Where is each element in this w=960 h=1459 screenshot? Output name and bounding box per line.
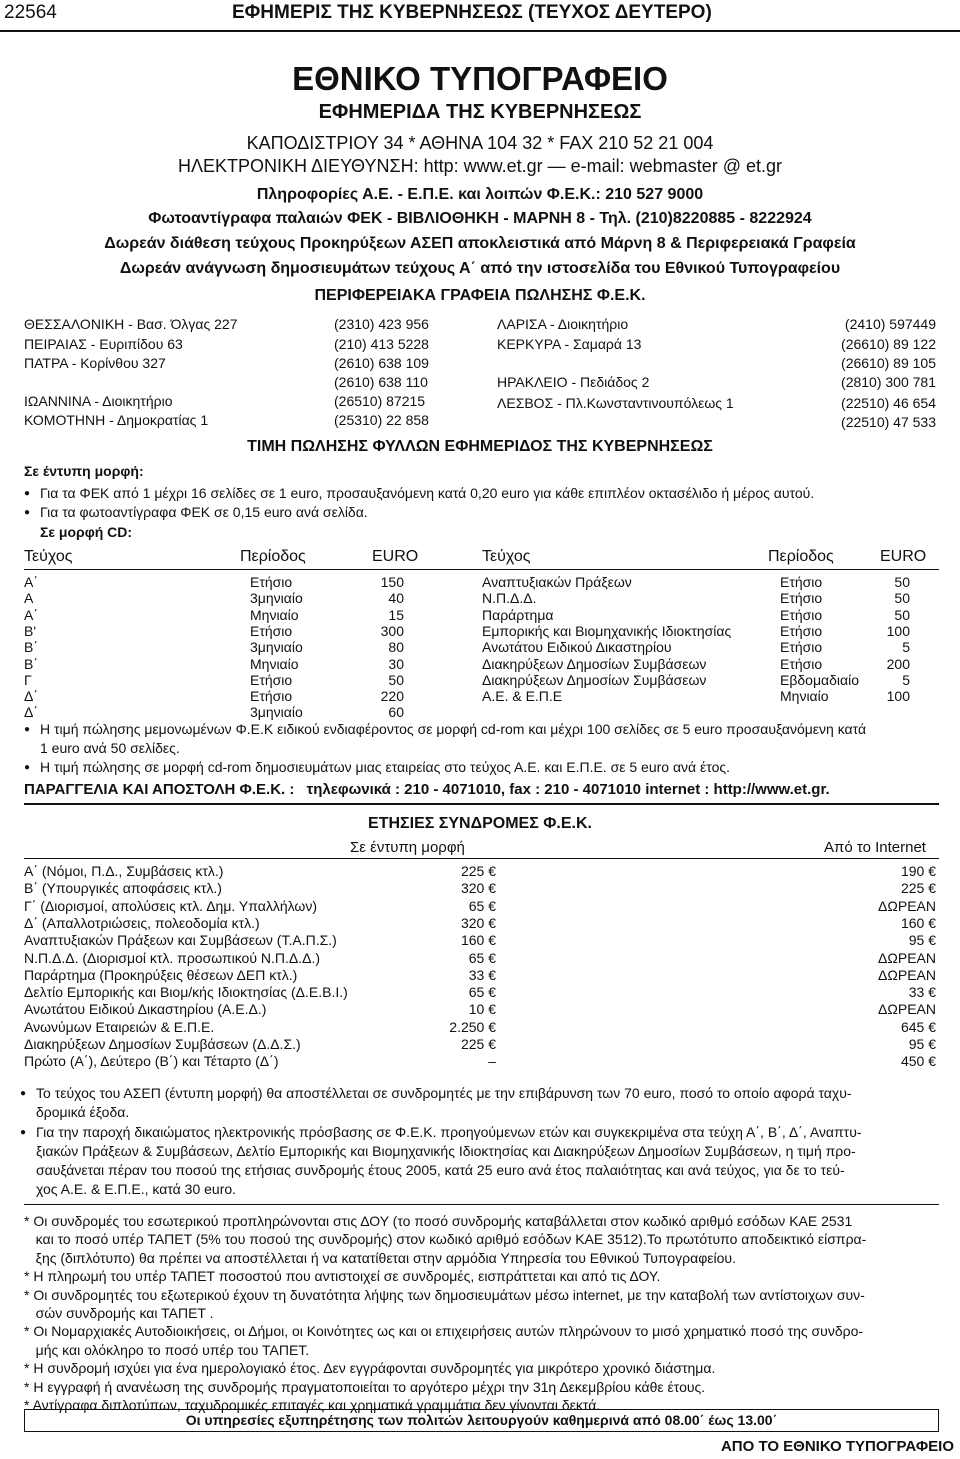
print-bullet-2: ● Για τα φωτοαντίγραφα ΦΕΚ σε 0,15 euro ανά σελίδα.: [40, 504, 368, 520]
office-name: ΛΕΣΒΟΣ: [497, 395, 554, 411]
cd-period: Μηνιαίο: [250, 606, 299, 623]
note-line: μής και ολόκληρο το ποσό υπέρ του ΤΑΠΕΤ.: [24, 1341, 310, 1358]
publisher-name: ΕΘΝΙΚΟ ΤΥΠΟΓΡΑΦΕΙΟ: [292, 60, 668, 97]
subscription-name: Δελτίο Εμπορικής και Βιομ/κής Ιδιοκτησίας (Δ.Ε.Β.Ι.): [24, 984, 348, 1001]
cd-header-issue: Τεύχος: [24, 548, 73, 565]
subscription-internet: 95 €: [908, 932, 936, 949]
cd-period: Ετήσιο: [780, 622, 823, 639]
subscription-internet: 95 €: [908, 1036, 936, 1052]
subscription-internet: 225 €: [900, 880, 936, 897]
cd-label: Σε μορφή CD:: [40, 524, 133, 540]
subscription-internet: 160 €: [900, 914, 936, 931]
cd-euro: 30: [388, 655, 404, 672]
cd-period: Ετήσιο: [780, 655, 823, 672]
note-line: * Οι συνδρομητές του εξωτερικού έχουν τη δυνατότητα λήψης των δημοσιευμάτων μέσω internet, με την καταβολή των αντίστοιχων συν-: [24, 1286, 865, 1303]
subscription-print: 320 €: [460, 914, 496, 931]
subscription-print: 33 €: [468, 966, 496, 983]
subs-header-rule: [24, 858, 939, 859]
subs-bullet-1b: δρομικά έξοδα.: [36, 1104, 130, 1120]
cd-period: 3μηνιαίο: [250, 639, 303, 656]
order-contact: τηλεφωνικά : 210 - 4071010, fax : 210 - 4071010 internet : http://www.et.gr.: [306, 781, 830, 798]
cd-issue: Διακηρύξεων Δημοσίων Συμβάσεων: [482, 655, 707, 672]
hours-notice: Οι υπηρεσίες εξυπηρέτησης των πολιτών λειτουργούν καθημερινά από 08.00΄ έως 13.00΄: [24, 1409, 939, 1432]
cd-issue: Α.Ε. & Ε.Π.Ε: [482, 688, 563, 705]
cd-header-euro: EURO: [372, 548, 419, 565]
cd-euro: 40: [388, 590, 404, 607]
cd-euro: 80: [388, 639, 404, 656]
office-name: ΠΕΙΡΑΙΑΣ: [24, 336, 87, 352]
cd-header-issue-2: Τεύχος: [482, 548, 531, 565]
cd-period: Ετήσιο: [250, 622, 293, 639]
office-left-0: [24, 316, 238, 332]
subscription-internet: ΔΩΡΕΑΝ: [878, 949, 936, 966]
cd-period: Ετήσιο: [780, 606, 823, 623]
office-name: ΙΩΑΝΝΙΝΑ: [24, 393, 91, 409]
subs-bullet-2c: σαυξάνεται πέραν του ποσού της ετήσιας συνδρομής έτους 2005, κατά 25 euro ανά έτος παλαιότητας και ανά τεύχος, για δε το τεύ-: [36, 1162, 845, 1178]
office-address: - Πλ.Κωνσταντινουπόλεως 1: [553, 395, 734, 411]
office-address: - Σαμαρά 13: [560, 336, 642, 352]
subscription-print: 65 €: [468, 949, 496, 966]
header-rule: [0, 30, 960, 32]
cd-issue: Ανωτάτου Ειδικού Δικαστηρίου: [482, 639, 672, 656]
cd-issue: Β΄: [24, 655, 38, 672]
cd-euro: 15: [388, 606, 404, 623]
note-line: * Η συνδρομή ισχύει για ένα ημερολογιακό έτος. Δεν εγγράφονται συνδρομητές για μικρότερο χρονικό διάστημα.: [24, 1360, 716, 1377]
cd-period: Ετήσιο: [250, 671, 293, 688]
cd-issue: Ν.Π.Δ.Δ.: [482, 590, 537, 607]
office-left-1: [24, 336, 183, 352]
cd-issue: Δ΄: [24, 688, 39, 705]
subscription-name: Παράρτημα (Προκηρύξεις θέσεων ΔΕΠ κτλ.): [24, 966, 298, 983]
note-line: * Οι συνδρομές του εσωτερικού προπληρώνονται στις ΔΟΥ (το ποσό συνδρομής καταβάλλεται στον κωδικό αριθμό εσόδων ΚΑΕ 2531: [24, 1213, 853, 1229]
subscription-name: Α΄ (Νόμοι, Π.Δ., Συμβάσεις κτλ.): [24, 863, 224, 879]
note-line: * Οι Νομαρχιακές Αυτοδιοικήσεις, οι Δήμοι, οι Κοινότητες ως και οι επιχειρήσεις αυτών πληρώνουν το μισό χρηματικό ποσό της συνδρο-: [24, 1323, 864, 1340]
office-address: - Διοικητήριο: [546, 316, 629, 332]
office-phone: (2610) 638 110: [334, 374, 428, 390]
office-address: - Δημοκρατίας 1: [105, 412, 209, 428]
office-phone: (2610) 638 109: [334, 355, 429, 371]
cd-euro: 50: [894, 590, 910, 607]
gazette-title: ΕΦΗΜΕΡΙΣ ΤΗΣ ΚΥΒΕΡΝΗΣΕΩΣ (ΤΕΥΧΟΣ ΔΕΥΤΕΡΟ): [232, 2, 712, 23]
free-read-line: Δωρεάν ανάγνωση δημοσιευμάτων τεύχους Α΄ από την ιστοσελίδα του Εθνικού Τυπογραφείου: [119, 260, 841, 277]
note-line: * Η εγγραφή ή ανανέωση της συνδρομής πραγματοποιείται το αργότερο μέχρι την 31η Δεκεμβρίου κάθε έτους.: [24, 1378, 706, 1395]
cd-header-rule: [24, 569, 939, 570]
offices-title: ΠΕΡΙΦΕΡΕΙΑΚΑ ΓΡΑΦΕΙΑ ΠΩΛΗΣΗΣ Φ.Ε.Κ.: [314, 287, 646, 304]
subs-bullet-2a: ● Για την παροχή δικαιώματος ηλεκτρονικής πρόσβασης σε Φ.Ε.Κ. προηγούμενων ετών και συγκεκριμένα στα τεύχη Α΄, Β΄, Δ΄, Αναπτυ-: [36, 1124, 862, 1140]
note-line: ξης (διπλότυπο) θα πρέπει να αποστέλλεται ή να κατατίθεται στην αρμόδια Υπηρεσία του Εθνικού Τυπογραφείου.: [24, 1249, 736, 1266]
cd-euro: 100: [886, 688, 910, 705]
free-asep-line: Δωρεάν διάθεση τεύχους Προκηρύξεων ΑΣΕΠ αποκλειστικά από Μάρνη 8 & Περιφερειακά Γραφεία: [104, 235, 856, 252]
cd-euro: 300: [380, 622, 404, 639]
subscriptions-title: ΕΤΗΣΙΕΣ ΣΥΝΔΡΟΜΕΣ Φ.Ε.Κ.: [368, 815, 592, 832]
print-bullet-1: ● Για τα ΦΕΚ από 1 μέχρι 16 σελίδες σε 1 euro, προσαυξανόμενη κατά 0,20 euro για κάθε επιπλέον οκτασέλιδο ή μέρος αυτού.: [40, 485, 814, 501]
subscription-internet: ΔΩΡΕΑΝ: [878, 897, 936, 914]
subscription-internet: 450 €: [900, 1053, 936, 1070]
cd-header-period-2: Περίοδος: [768, 548, 834, 565]
cd-euro: 150: [380, 574, 404, 590]
col-print: Σε έντυπη μορφή: [350, 839, 465, 856]
cd-period: 3μηνιαίο: [250, 704, 303, 721]
cd-euro: 50: [894, 574, 910, 590]
subscription-internet: 33 €: [908, 984, 936, 1001]
subscription-name: Β΄ (Υπουργικές αποφάσεις κτλ.): [24, 880, 222, 897]
note-line: και το ποσό υπέρ ΤΑΠΕΤ (5% του ποσού της συνδρομής) στον κωδικό αριθμό εσόδων ΚΑΕ 3512).Το πρωτότυπο αποδεικτικό είσπρα-: [24, 1231, 867, 1248]
office-name: ΛΑΡΙΣΑ: [497, 316, 547, 332]
office-name: ΚΕΡΚΥΡΑ: [497, 336, 561, 352]
office-phone: (26610) 89 122: [841, 336, 936, 352]
office-address: - Κορίνθου 327: [67, 355, 166, 371]
office-name: ΗΡΑΚΛΕΙΟ: [497, 374, 568, 390]
cd-euro: 200: [886, 655, 910, 672]
office-right-3: [497, 374, 649, 390]
publisher-web: ΗΛΕΚΤΡΟΝΙΚΗ ΔΙΕΥΘΥΝΣΗ: http: www.et.gr — e-mail: webmaster @ et.gr: [177, 156, 782, 176]
cd-issue: Αναπτυξιακών Πράξεων: [482, 574, 632, 590]
note-line: * Αντίγραφα διπλοτύπων, ταχυδρομικές επιταγές και χρηματικά γραμμάτια δεν γίνονται δεκτά.: [24, 1397, 601, 1413]
publisher-address: ΚΑΠΟΔΙΣΤΡΙΟΥ 34 * ΑΘΗΝΑ 104 32 * FAX 210 52 21 004: [246, 133, 714, 153]
subscription-internet: 190 €: [900, 863, 936, 879]
cd-issue: Β': [24, 622, 37, 639]
office-phone: (2410) 597449: [844, 316, 936, 332]
cd-issue: Δ΄: [24, 704, 39, 721]
info-line: Πληροφορίες Α.Ε. - Ε.Π.Ε. και λοιπών Φ.Ε.Κ.: 210 527 9000: [256, 186, 704, 203]
page-number: 22564: [4, 2, 57, 23]
cd-euro: 50: [894, 606, 910, 623]
note-line: * Η πληρωμή του υπέρ ΤΑΠΕΤ ποσοστού που αντιστοιχεί σε συνδρομές, εισπράττεται και από τις ΔΟΥ.: [24, 1268, 661, 1285]
subscription-name: Αναπτυξιακών Πράξεων και Συμβάσεων (Τ.Α.Π.Σ.): [24, 932, 337, 949]
subscription-name: Ανωνύμων Εταιρειών & Ε.Π.Ε.: [24, 1018, 215, 1035]
footer-signature: ΑΠΟ ΤΟ ΕΘΝΙΚΟ ΤΥΠΟΓΡΑΦΕΙΟ: [720, 1438, 954, 1455]
cd-euro: 60: [388, 704, 404, 721]
cd-issue: Εμπορικής και Βιομηχανικής Ιδιοκτησίας: [482, 622, 732, 639]
publisher-subtitle: ΕΦΗΜΕΡΙΔΑ ΤΗΣ ΚΥΒΕΡΝΗΣΕΩΣ: [318, 101, 642, 123]
office-phone: (2310) 423 956: [334, 316, 429, 332]
cd-period: 3μηνιαίο: [250, 590, 303, 607]
cd-euro: 5: [902, 671, 910, 688]
subscription-internet: ΔΩΡΕΑΝ: [878, 966, 936, 983]
cd-euro: 50: [388, 671, 404, 688]
office-left-4: [24, 393, 172, 409]
note-line: σών συνδρομής και ΤΑΠΕΤ .: [24, 1305, 214, 1321]
office-address: - Διοικητήριο: [90, 393, 173, 409]
subscription-name: Γ΄ (Διορισμοί, απολύσεις κτλ. Δημ. Υπαλλήλων): [24, 897, 317, 914]
subscription-print: 65 €: [468, 897, 496, 914]
office-name: ΘΕΣΣΑΛΟΝΙΚΗ: [24, 316, 125, 332]
office-phone: (25310) 22 858: [334, 412, 429, 428]
subscription-print: –: [488, 1053, 496, 1070]
office-name: ΠΑΤΡΑ: [24, 355, 68, 371]
cd-issue: Α΄: [24, 574, 38, 590]
cd-euro: 5: [902, 639, 910, 656]
office-address: - Ευριπίδου 63: [86, 336, 183, 352]
cd-issue: Α: [24, 590, 34, 607]
cd-period: Μηνιαίο: [250, 655, 299, 672]
subs-bullet-1a: ● Το τεύχος του ΑΣΕΠ (έντυπη μορφή) θα αποστέλλεται σε συνδρομητές με την επιβάρυνση των 70 euro, ποσό το οποίο αφορά ταχυ-: [36, 1085, 852, 1101]
copies-line: Φωτοαντίγραφα παλαιών ΦΕΚ - ΒΙΒΛΙΟΘΗΚΗ - ΜΑΡΝΗ 8 - Τηλ. (210)8220885 - 8222924: [148, 210, 812, 227]
office-phone: (22510) 46 654: [841, 395, 936, 411]
cd-header-period: Περίοδος: [240, 548, 306, 565]
office-phone: (26610) 89 105: [841, 355, 936, 371]
subscription-print: 10 €: [468, 1001, 496, 1018]
subscription-name: Διακηρύξεων Δημοσίων Συμβάσεων (Δ.Δ.Σ.): [24, 1036, 301, 1052]
col-internet: Από το Internet: [824, 839, 926, 856]
office-left-2: [24, 355, 166, 371]
office-right-0: [497, 316, 628, 332]
subscription-name: Ν.Π.Δ.Δ. (Διορισμοί κτλ. προσωπικού Ν.Π.Δ.Δ.): [24, 949, 321, 966]
subscription-print: 225 €: [460, 1036, 496, 1052]
office-name: ΚΟΜΟΤΗΝΗ: [24, 412, 106, 428]
cd-euro: 220: [380, 688, 404, 705]
subscription-print: 320 €: [460, 880, 496, 897]
order-label: ΠΑΡΑΓΓΕΛΙΑ ΚΑΙ ΑΠΟΣΤΟΛΗ Φ.Ε.Κ. :: [24, 781, 295, 798]
office-right-1: [497, 336, 641, 352]
cd-issue: Β΄: [24, 639, 38, 656]
cd-period: Ετήσιο: [250, 574, 293, 590]
office-address: - Πεδιάδος 2: [567, 374, 650, 390]
order-row: [24, 781, 830, 798]
cd-period: Εβδομαδιαίο: [780, 671, 860, 688]
subs-bullet-2b: ξιακών Πράξεων & Συμβάσεων, Δελτίο Εμπορικής και Βιομηχανικής Ιδιοκτησίας και Διακηρύξεων Δημοσίων Συμβάσεων, η τιμή προ-: [36, 1143, 856, 1159]
subscription-internet: 645 €: [900, 1018, 936, 1035]
office-phone: (2810) 300 781: [841, 374, 936, 390]
cd-issue: Παράρτημα: [482, 606, 554, 623]
cd-bullet-2: ● Η τιμή πώλησης σε μορφή cd-rom δημοσιευμάτων μιας εταιρείας στο τεύχος Α.Ε. και Ε.Π.Ε. σε 5 euro ανά έτος.: [40, 759, 730, 775]
office-phone: (26510) 87215: [334, 393, 426, 409]
cd-issue: Διακηρύξεων Δημοσίων Συμβάσεων: [482, 671, 707, 688]
subscription-name: Δ΄ (Απαλλοτριώσεις, πολεοδομία κτλ.): [24, 914, 260, 931]
office-phone: (210) 413 5228: [334, 336, 429, 352]
cd-bullet-1a: ● Η τιμή πώλησης μεμονωμένων Φ.Ε.Κ ειδικού ενδιαφέροντος σε μορφή cd-rom και μέχρι 100 σελίδες σε 5 euro προσαυξανόμενη κατά: [40, 721, 866, 737]
cd-bullet-1b: 1 euro ανά 50 σελίδες.: [40, 740, 180, 756]
office-phone: (22510) 47 533: [841, 414, 936, 430]
print-label: Σε έντυπη μορφή:: [24, 463, 144, 479]
cd-period: Ετήσιο: [780, 590, 823, 607]
cd-period: Μηνιαίο: [780, 688, 829, 705]
office-right-4: [497, 395, 734, 411]
subscription-internet: ΔΩΡΕΑΝ: [878, 1001, 936, 1018]
subscription-print: 225 €: [460, 863, 496, 879]
subscription-print: 160 €: [460, 932, 496, 949]
subscription-name: Πρώτο (Α΄), Δεύτερο (Β΄) και Τέταρτο (Δ΄): [24, 1053, 279, 1070]
subscription-print: 2.250 €: [449, 1018, 496, 1035]
cd-period: Ετήσιο: [780, 639, 823, 656]
subscription-print: 65 €: [468, 984, 496, 1001]
pricing-title: ΤΙΜΗ ΠΩΛΗΣΗΣ ΦΥΛΛΩΝ ΕΦΗΜΕΡΙΔΟΣ ΤΗΣ ΚΥΒΕΡΝΗΣΕΩΣ: [247, 438, 713, 455]
order-rule: [24, 803, 939, 805]
cd-euro: 100: [886, 622, 910, 639]
cd-period: Ετήσιο: [250, 688, 293, 705]
cd-header-euro-2: EURO: [880, 548, 927, 565]
notes-rule: [24, 1204, 939, 1205]
cd-issue: Α΄: [24, 606, 38, 623]
office-address: - Βασ. Όλγας 227: [124, 316, 238, 332]
subs-bullet-2d: χος Α.Ε. & Ε.Π.Ε., κατά 30 euro.: [36, 1181, 237, 1197]
subscription-name: Ανωτάτου Ειδικού Δικαστηρίου (Α.Ε.Δ.): [24, 1001, 267, 1018]
cd-issue: Γ: [24, 671, 32, 688]
office-left-5: [24, 412, 208, 428]
cd-period: Ετήσιο: [780, 574, 823, 590]
